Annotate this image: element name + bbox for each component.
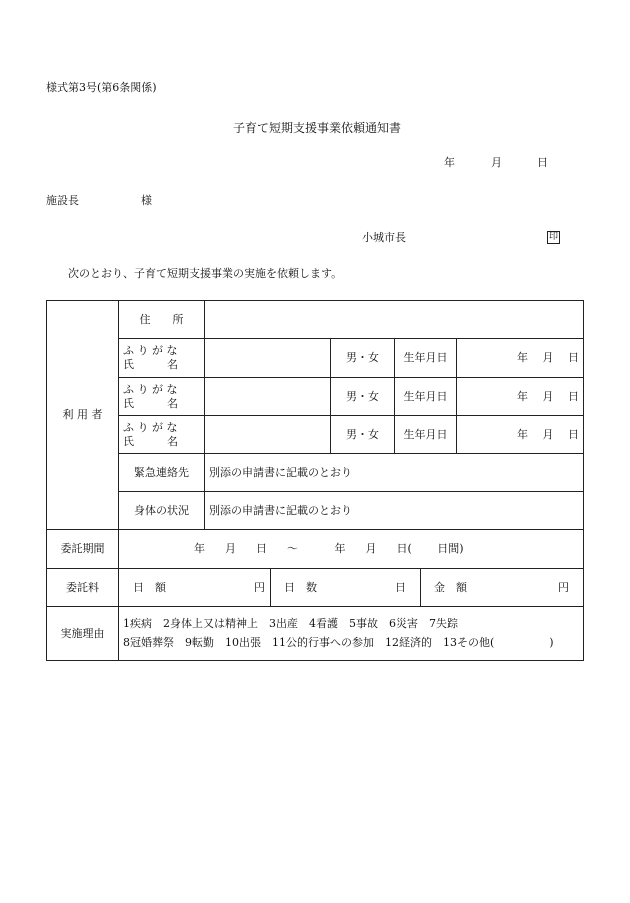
period-field[interactable]	[119, 530, 584, 569]
name-label-cell	[119, 416, 205, 454]
amount-field[interactable]	[421, 569, 583, 606]
period-day: 日	[256, 542, 267, 556]
name-label: 氏 名	[123, 434, 178, 448]
condition-value: 別添の申請書に記載のとおり	[205, 492, 584, 530]
person-row	[47, 378, 584, 416]
amount-unit: 円	[558, 580, 569, 594]
daily-rate-unit: 円	[254, 580, 265, 594]
birthdate-month: 月	[542, 389, 554, 403]
person-row	[47, 339, 584, 378]
condition-label: 身体の状況	[119, 492, 205, 530]
birthdate-day: 日	[568, 351, 579, 365]
birthdate-day: 日	[568, 427, 579, 441]
name-label-cell	[119, 339, 205, 378]
name-label: 氏 名	[123, 358, 178, 371]
period-month: 月	[225, 542, 236, 556]
fee-label: 委託料	[47, 569, 119, 607]
addressee: 施設長	[46, 194, 79, 207]
reason-line-2: 8冠婚葬祭 9転勤 10出張 11公的行事への参加 12経済的 13その他( )	[123, 635, 554, 649]
daily-rate-label: 日 額	[133, 580, 166, 594]
birthdate-day: 日	[568, 389, 579, 403]
birthdate-field[interactable]	[457, 378, 584, 416]
name-label: 氏 名	[123, 396, 178, 410]
fee-field	[119, 569, 584, 607]
seal-icon: 印	[548, 232, 558, 242]
birthdate-month: 月	[542, 351, 554, 365]
name-field[interactable]	[205, 339, 331, 378]
person-row	[47, 416, 584, 454]
gender-field[interactable]: 男・女	[331, 378, 395, 416]
days-label: 日 数	[284, 580, 317, 594]
period-separator: ～	[287, 542, 298, 556]
amount-label: 金 額	[434, 580, 467, 594]
reason-line-1: 1疾病 2身体上又は精神上 3出産 4看護 5事故 6災害 7失踪	[123, 616, 458, 630]
sender: 小城市長	[362, 231, 406, 244]
period-day-end: 日(	[396, 542, 412, 556]
gender-field[interactable]: 男・女	[331, 416, 395, 454]
date-day: 日	[537, 156, 548, 169]
birthdate-label: 生年月日	[395, 339, 457, 378]
gender-field[interactable]: 男・女	[331, 339, 395, 378]
address-field[interactable]	[205, 301, 584, 339]
daily-rate-field[interactable]	[119, 569, 271, 606]
days-field[interactable]	[271, 569, 421, 606]
date-month: 月	[491, 156, 502, 169]
furigana-label: ふ り が な	[123, 344, 178, 358]
birthdate-year: 年	[517, 389, 528, 403]
reason-label: 実施理由	[47, 607, 119, 661]
date-year: 年	[444, 156, 455, 169]
period-month-end: 月	[365, 542, 377, 556]
period-year-end: 年	[334, 542, 346, 556]
name-label-cell	[119, 378, 205, 416]
reason-field[interactable]	[119, 607, 584, 661]
physical-condition-row	[47, 492, 584, 530]
form-number: 様式第3号(第6条関係)	[46, 81, 157, 94]
commission-period-row	[47, 530, 584, 569]
document-title: 子育て短期支援事業依頼通知書	[233, 121, 402, 135]
address-row	[47, 301, 584, 339]
name-field[interactable]	[205, 416, 331, 454]
name-field[interactable]	[205, 378, 331, 416]
emergency-value: 別添の申請書に記載のとおり	[205, 454, 584, 492]
intro-text: 次のとおり、子育て短期支援事業の実施を依頼します。	[68, 267, 343, 280]
reason-row	[47, 607, 584, 661]
addressee-suffix: 様	[141, 194, 152, 207]
birthdate-label: 生年月日	[395, 378, 457, 416]
birthdate-year: 年	[517, 427, 528, 441]
birthdate-label: 生年月日	[395, 416, 457, 454]
period-days: 日間)	[437, 542, 464, 556]
user-section-label: 利 用 者	[47, 301, 119, 530]
furigana-label: ふ り が な	[123, 382, 178, 396]
furigana-label: ふ り が な	[123, 420, 178, 434]
birthdate-year: 年	[517, 351, 528, 365]
birthdate-field[interactable]	[457, 416, 584, 454]
commission-fee-row	[47, 569, 584, 607]
emergency-contact-row	[47, 454, 584, 492]
days-unit: 日	[395, 580, 406, 594]
birthdate-month: 月	[542, 427, 554, 441]
address-label: 住 所	[119, 301, 205, 339]
seal-mark	[547, 230, 560, 244]
birthdate-field[interactable]	[457, 339, 584, 378]
period-label: 委託期間	[47, 530, 119, 569]
emergency-label: 緊急連絡先	[119, 454, 205, 492]
period-year: 年	[194, 542, 205, 556]
request-form-table	[46, 300, 584, 661]
